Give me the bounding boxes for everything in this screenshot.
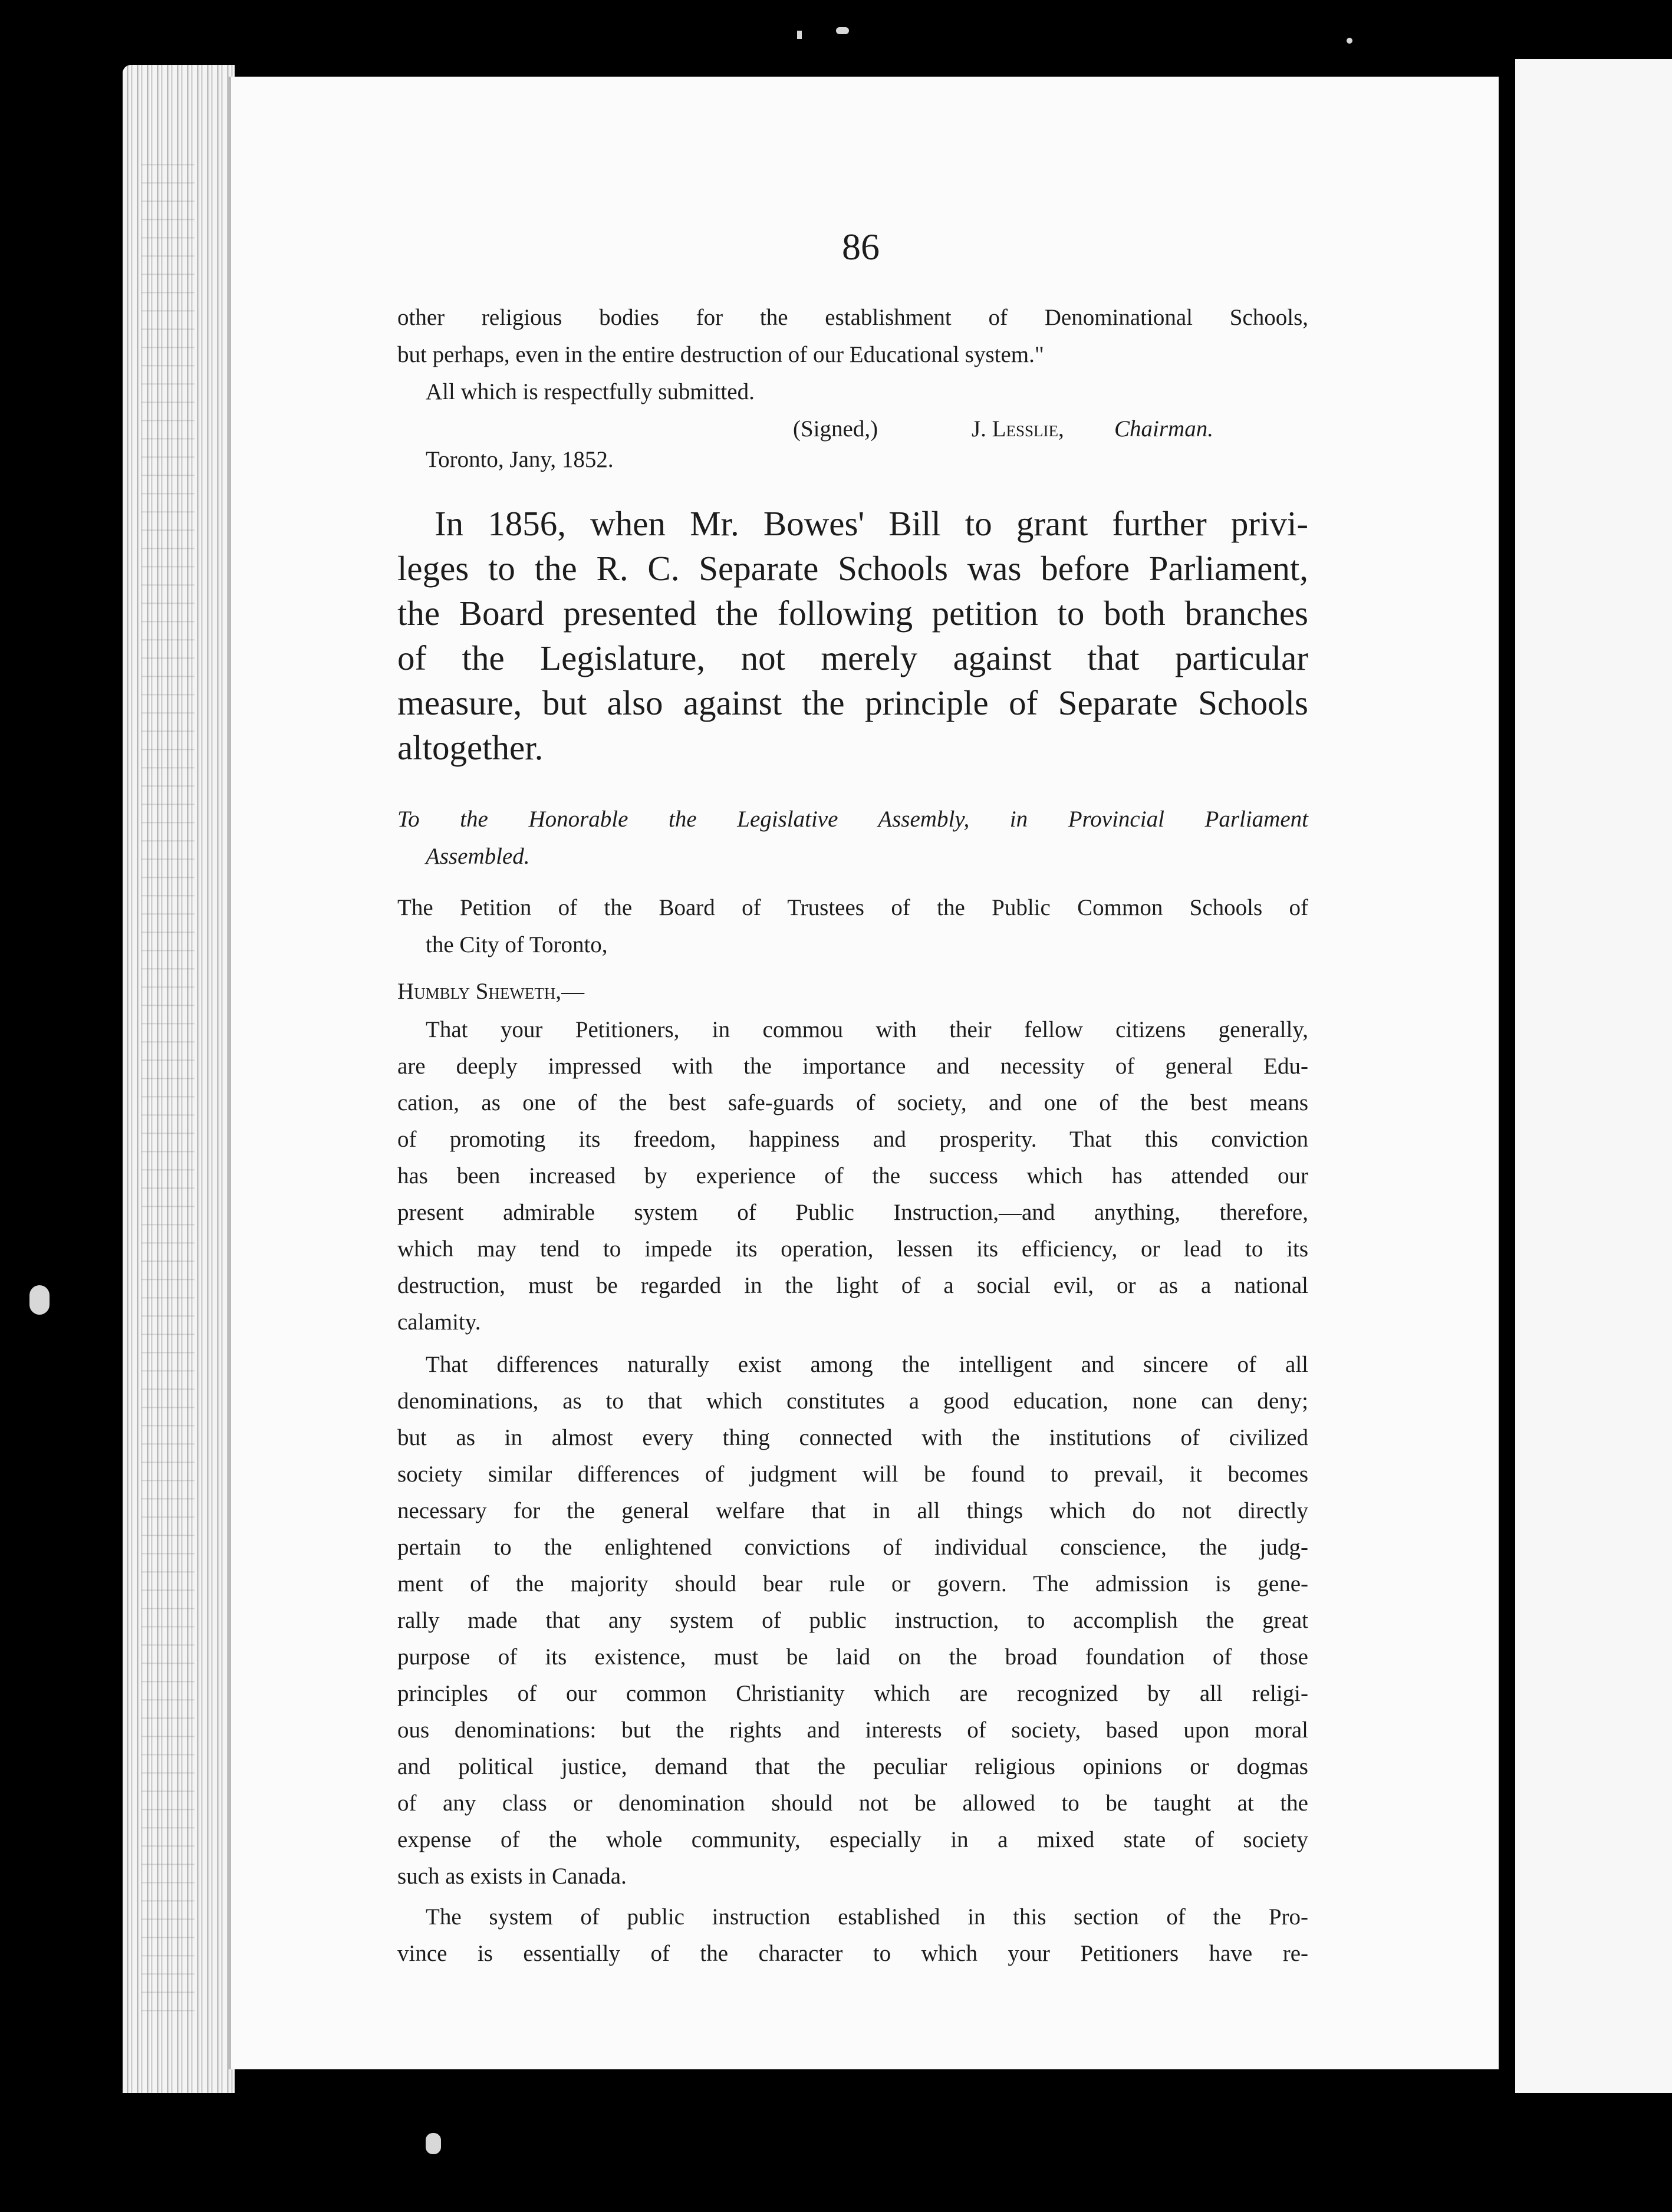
para3-line: The system of public instruction established in this section of the Pro- [426,1904,1308,1930]
signed-label: (Signed,) [793,416,878,442]
para1-line: That your Petitioners, in commou with their fellow citizens generally, [426,1017,1308,1042]
signatory-title: Chairman. [1114,416,1213,442]
para2-line: ous denominations: but the rights and interests of society, based upon moral [397,1717,1308,1743]
scan-speck [29,1285,50,1315]
para1-line: destruction, must be regarded in the light of a social evil, or as a national [397,1273,1308,1298]
intro-line: measure, but also against the principle of Separate Schools [397,683,1308,722]
intro-line: In 1856, when Mr. Bowes' Bill to grant further privi- [435,504,1308,543]
para1-line: of promoting its freedom, happiness and prosperity. That this conviction [397,1127,1308,1152]
page-number: 86 [842,226,880,268]
para1-line: calamity. [397,1309,481,1335]
para1-line: cation, as one of the best safe-guards of society, and one of the best means [397,1090,1308,1115]
dateline: Toronto, Jany, 1852. [426,447,614,472]
para2-line: ment of the majority should bear rule or govern. The admission is gene- [397,1571,1308,1597]
para1-line: present admirable system of Public Instruction,—and anything, therefore, [397,1200,1308,1225]
scan-speck [797,31,802,39]
para2-line: That differences naturally exist among the intelligent and sincere of all [426,1352,1308,1377]
text-line: but perhaps, even in the entire destruction of our Educational system." [397,342,1044,367]
para1-line: are deeply impressed with the importance and necessity of general Edu- [397,1054,1308,1079]
address-line: To the Honorable the Legislative Assembly, in Provincial Parliament [397,807,1308,832]
intro-line: the Board presented the following petition to both branches [397,594,1308,633]
scan-speck [426,2133,441,2154]
para2-line: and political justice, demand that the peculiar religious opinions or dogmas [397,1754,1308,1779]
para2-line: principles of our common Christianity which are recognized by all religi- [397,1681,1308,1706]
para2-line: such as exists in Canada. [397,1864,627,1889]
scan-speck [1347,38,1352,44]
petition-line: The Petition of the Board of Trustees of the Public Common Schools of [397,895,1308,920]
sheweth-heading: Humbly Sheweth,— [397,979,585,1004]
para1-line: has been increased by experience of the success which has attended our [397,1163,1308,1189]
scan-speck [836,27,849,34]
para2-line: rally made that any system of public instruction, to accomplish the great [397,1608,1308,1633]
intro-line: leges to the R. C. Separate Schools was before Parliament, [397,549,1308,588]
para2-line: but as in almost every thing connected with the institutions of civilized [397,1425,1308,1450]
para2-line: necessary for the general welfare that in all things which do not directly [397,1498,1308,1523]
para2-line: society similar differences of judgment will be found to prevail, it becomes [397,1462,1308,1487]
para2-line: pertain to the enlightened convictions of individual conscience, the judg- [397,1535,1308,1560]
petition-line: the City of Toronto, [426,932,608,957]
intro-line: of the Legislature, not merely against that particular [397,638,1308,677]
para2-line: of any class or denomination should not be allowed to be taught at the [397,1790,1308,1816]
adjacent-page-edge [1515,59,1672,2093]
para3-line: vince is essentially of the character to which your Petitioners have re- [397,1941,1308,1966]
intro-line: altogether. [397,728,544,767]
page-edge-lines [141,147,195,2022]
para1-line: which may tend to impede its operation, lessen its efficiency, or lead to its [397,1236,1308,1262]
submitted-line: All which is respectfully submitted. [426,379,755,404]
para2-line: denominations, as to that which constitutes a good education, none can deny; [397,1388,1308,1414]
text-line: other religious bodies for the establishment of Denominational Schools, [397,305,1308,330]
para2-line: purpose of its existence, must be laid on the broad foundation of those [397,1644,1308,1670]
signatory-name: J. Lesslie, [972,416,1064,442]
para2-line: expense of the whole community, especially in a mixed state of society [397,1827,1308,1852]
address-line: Assembled. [426,844,530,869]
